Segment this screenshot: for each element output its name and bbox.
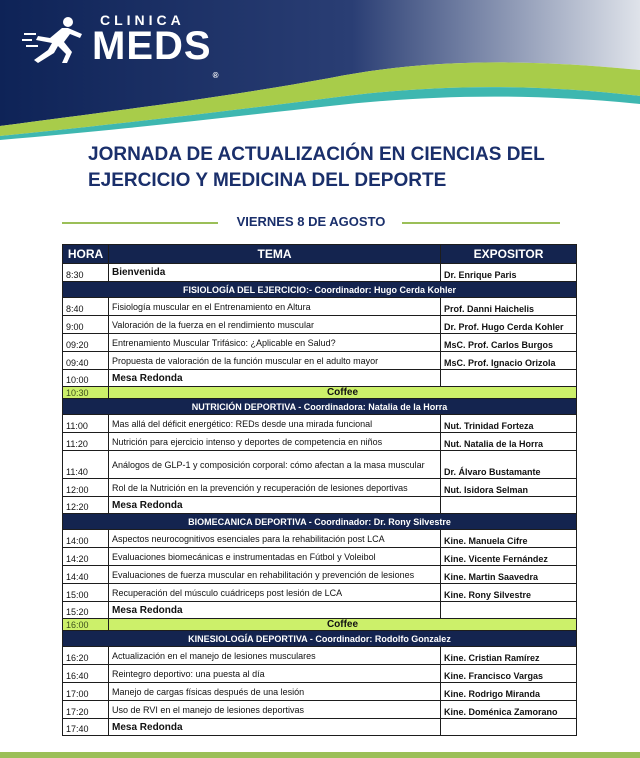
section-header-row — [63, 399, 577, 415]
row-topic: Reintegro deportivo: una puesta al día — [109, 665, 441, 683]
row-topic: Entrenamiento Muscular Trifásico: ¿Aplicable en Salud? — [109, 334, 441, 352]
row-time: 12:00 — [63, 479, 109, 497]
row-speaker: Kine. Vicente Fernández — [441, 548, 577, 566]
title-line-2: EJERCICIO Y MEDICINA DEL DEPORTE — [88, 170, 447, 191]
row-topic: Análogos de GLP-1 y composición corporal: cómo afectan a la masa muscular — [109, 451, 441, 479]
row-speaker: MsC. Prof. Carlos Burgos — [441, 334, 577, 352]
round-table-row — [63, 497, 577, 514]
section-title: NUTRICIÓN DEPORTIVA - Coordinadora: Natalia de la Horra — [63, 399, 577, 415]
row-topic: Aspectos neurocognitivos esenciales para la rehabilitación post LCA — [109, 530, 441, 548]
divider-right — [402, 222, 560, 224]
row-speaker: Dr. Álvaro Bustamante — [441, 451, 577, 479]
row-speaker: Kine. Rodrigo Miranda — [441, 683, 577, 701]
row-time: 17:40 — [63, 719, 109, 736]
row-speaker-empty — [441, 602, 577, 619]
row-speaker: Nut. Isidora Selman — [441, 479, 577, 497]
section-title: FISIOLOGÍA DEL EJERCICIO:- Coordinador: Hugo Cerda Kohler — [63, 282, 577, 298]
row-topic: Mesa Redonda — [109, 602, 441, 619]
row-time: 11:00 — [63, 415, 109, 433]
row-topic: Evaluaciones biomecánicas e instrumentadas en Fútbol y Voleibol — [109, 548, 441, 566]
page-title — [88, 142, 608, 194]
row-speaker: Nut. Natalia de la Horra — [441, 433, 577, 451]
row-speaker: Kine. Cristian Ramírez — [441, 647, 577, 665]
row-speaker-empty — [441, 497, 577, 514]
bottom-accent-bar — [0, 752, 640, 758]
row-time: 8:30 — [63, 264, 109, 282]
row-topic: Valoración de la fuerza en el rendimiento muscular — [109, 316, 441, 334]
clinica-meds-logo — [22, 10, 222, 80]
table-row — [63, 264, 577, 282]
logo-main-text: MEDS® — [92, 24, 220, 80]
header-expositor: EXPOSITOR — [441, 245, 577, 264]
row-topic: Evaluaciones de fuerza muscular en rehabilitación y prevención de lesiones — [109, 566, 441, 584]
table-row — [63, 584, 577, 602]
row-time: 8:40 — [63, 298, 109, 316]
table-row — [63, 647, 577, 665]
coffee-label: Coffee — [109, 387, 577, 399]
round-table-row — [63, 719, 577, 736]
row-speaker: Nut. Trinidad Forteza — [441, 415, 577, 433]
header-tema: TEMA — [109, 245, 441, 264]
coffee-break-row — [63, 619, 577, 631]
row-speaker: Kine. Doménica Zamorano — [441, 701, 577, 719]
round-table-row — [63, 602, 577, 619]
table-row — [63, 316, 577, 334]
row-time: 15:20 — [63, 602, 109, 619]
table-row — [63, 298, 577, 316]
row-topic: Mesa Redonda — [109, 370, 441, 387]
table-row — [63, 665, 577, 683]
row-topic: Manejo de cargas físicas después de una lesión — [109, 683, 441, 701]
row-time: 9:00 — [63, 316, 109, 334]
row-speaker: Dr. Enrique Paris — [441, 264, 577, 282]
header-hora: HORA — [63, 245, 109, 264]
schedule-body — [63, 264, 577, 736]
section-header-row — [63, 514, 577, 530]
table-row — [63, 683, 577, 701]
round-table-row — [63, 370, 577, 387]
row-speaker: Kine. Francisco Vargas — [441, 665, 577, 683]
row-time: 16:00 — [63, 619, 109, 631]
row-time: 11:20 — [63, 433, 109, 451]
section-title: BIOMECANICA DEPORTIVA - Coordinador: Dr. Rony Silvestre — [63, 514, 577, 530]
row-topic: Uso de RVI en el manejo de lesiones deportivas — [109, 701, 441, 719]
table-row — [63, 548, 577, 566]
row-time: 09:20 — [63, 334, 109, 352]
schedule-table — [62, 244, 577, 736]
section-header-row — [63, 282, 577, 298]
row-speaker: Kine. Rony Silvestre — [441, 584, 577, 602]
section-header-row — [63, 631, 577, 647]
date-text: VIERNES 8 DE AGOSTO — [236, 214, 386, 229]
row-topic: Bienvenida — [109, 264, 441, 282]
row-time: 15:00 — [63, 584, 109, 602]
table-row — [63, 530, 577, 548]
table-row — [63, 566, 577, 584]
coffee-break-row — [63, 387, 577, 399]
table-row — [63, 479, 577, 497]
row-speaker: Kine. Manuela Cifre — [441, 530, 577, 548]
row-topic: Fisiología muscular en el Entrenamiento en Altura — [109, 298, 441, 316]
row-topic: Actualización en el manejo de lesiones musculares — [109, 647, 441, 665]
row-topic: Recuperación del músculo cuádriceps post lesión de LCA — [109, 584, 441, 602]
row-time: 14:20 — [63, 548, 109, 566]
table-row — [63, 433, 577, 451]
row-speaker: Kine. Martin Saavedra — [441, 566, 577, 584]
row-speaker: MsC. Prof. Ignacio Orizola — [441, 352, 577, 370]
row-topic: Nutrición para ejercicio intenso y deportes de competencia en niños — [109, 433, 441, 451]
row-time: 10:00 — [63, 370, 109, 387]
row-time: 11:40 — [63, 451, 109, 479]
row-time: 14:40 — [63, 566, 109, 584]
table-header-row — [63, 245, 577, 264]
row-speaker-empty — [441, 370, 577, 387]
row-time: 16:20 — [63, 647, 109, 665]
title-line-1: JORNADA DE ACTUALIZACIÓN EN CIENCIAS DEL — [88, 144, 545, 165]
row-topic: Propuesta de valoración de la función muscular en el adulto mayor — [109, 352, 441, 370]
runner-icon — [22, 16, 88, 64]
row-time: 16:40 — [63, 665, 109, 683]
row-topic: Mesa Redonda — [109, 497, 441, 514]
row-topic: Mesa Redonda — [109, 719, 441, 736]
coffee-label: Coffee — [109, 619, 577, 631]
row-time: 17:20 — [63, 701, 109, 719]
table-row — [63, 701, 577, 719]
row-time: 09:40 — [63, 352, 109, 370]
row-topic: Mas allá del déficit energético: REDs desde una mirada funcional — [109, 415, 441, 433]
table-row — [63, 352, 577, 370]
logo-top-text: CLINICA — [100, 12, 185, 28]
row-time: 14:00 — [63, 530, 109, 548]
row-time: 17:00 — [63, 683, 109, 701]
row-topic: Rol de la Nutrición en la prevención y recuperación de lesiones deportivas — [109, 479, 441, 497]
row-time: 12:20 — [63, 497, 109, 514]
table-row — [63, 334, 577, 352]
row-speaker: Dr. Prof. Hugo Cerda Kohler — [441, 316, 577, 334]
date-heading — [62, 212, 560, 234]
row-speaker: Prof. Danni Haichelis — [441, 298, 577, 316]
table-row — [63, 451, 577, 479]
section-title: KINESIOLOGÍA DEPORTIVA - Coordinador: Rodolfo Gonzalez — [63, 631, 577, 647]
row-time: 10:30 — [63, 387, 109, 399]
row-speaker-empty — [441, 719, 577, 736]
table-row — [63, 415, 577, 433]
